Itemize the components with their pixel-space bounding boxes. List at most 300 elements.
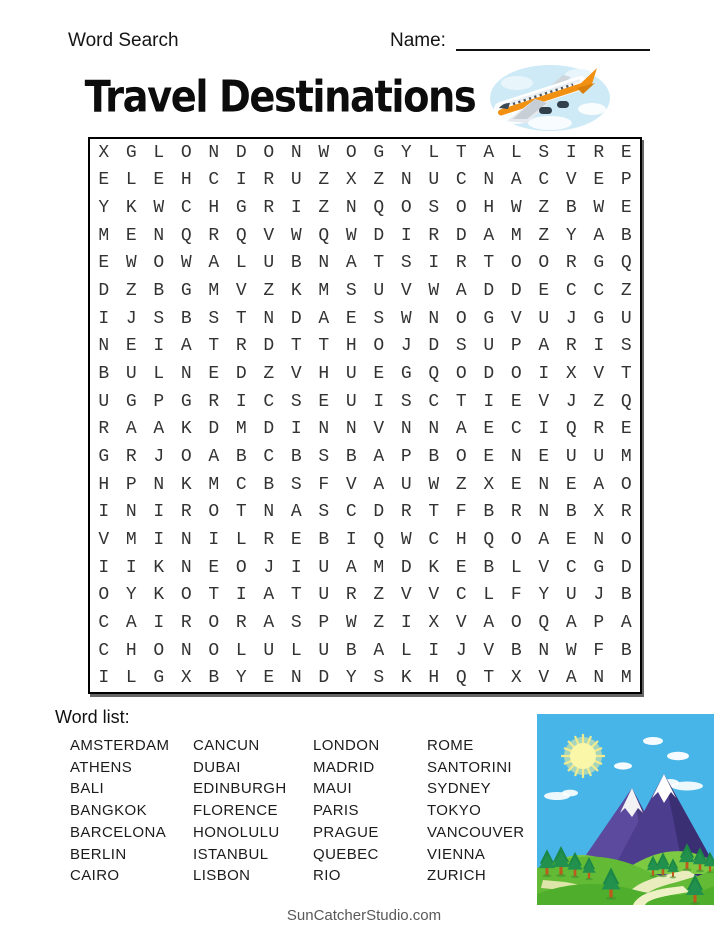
word-list-item: LISBON [193, 867, 251, 885]
mountain-landscape-icon [537, 714, 714, 905]
grid-cell-r18c4: R [180, 612, 192, 633]
grid-cell-r14c10: C [345, 502, 357, 523]
grid-cell-r6c15: D [483, 281, 495, 302]
grid-cell-r9c4: N [180, 364, 192, 385]
grid-cell-r5c16: O [510, 253, 522, 274]
grid-cell-r5c19: G [593, 253, 605, 274]
grid-cell-r7c7: N [263, 308, 275, 329]
grid-cell-r17c11: Z [373, 585, 385, 606]
grid-cell-r2c18: V [565, 170, 577, 191]
grid-cell-r9c5: E [208, 364, 220, 385]
grid-cell-r10c4: G [180, 391, 192, 412]
grid-cell-r1c1: X [98, 142, 110, 163]
grid-cell-r16c13: K [428, 557, 440, 578]
grid-cell-r19c10: B [345, 640, 357, 661]
grid-cell-r12c20: M [620, 446, 632, 467]
grid-cell-r6c4: G [180, 281, 192, 302]
grid-cell-r2c11: Z [373, 170, 385, 191]
grid-cell-r15c4: N [180, 529, 192, 550]
grid-cell-r11c3: A [153, 419, 165, 440]
grid-cell-r6c12: V [400, 281, 412, 302]
grid-cell-r19c6: L [235, 640, 247, 661]
grid-cell-r11c6: M [235, 419, 247, 440]
grid-cell-r13c17: N [538, 474, 550, 495]
word-list-item: PARIS [313, 802, 359, 820]
grid-cell-r8c3: I [153, 336, 165, 357]
grid-cell-r7c11: S [373, 308, 385, 329]
grid-cell-r2c20: P [620, 170, 632, 191]
word-search-grid [88, 137, 642, 694]
grid-cell-r19c7: U [263, 640, 275, 661]
grid-cell-r16c6: O [235, 557, 247, 578]
grid-cell-r17c20: B [620, 585, 632, 606]
grid-cell-r4c14: D [455, 225, 467, 246]
grid-cell-r20c10: Y [345, 668, 357, 689]
grid-cell-r14c5: O [208, 502, 220, 523]
grid-cell-r12c8: B [290, 446, 302, 467]
grid-cell-r15c20: O [620, 529, 632, 550]
grid-cell-r9c20: T [620, 364, 632, 385]
grid-cell-r1c11: G [373, 142, 385, 163]
grid-cell-r15c18: E [565, 529, 577, 550]
word-list-item: HONOLULU [193, 823, 280, 841]
grid-cell-r17c2: Y [125, 585, 137, 606]
grid-cell-r15c16: O [510, 529, 522, 550]
grid-cell-r18c20: A [620, 612, 632, 633]
grid-cell-r1c8: N [290, 142, 302, 163]
grid-cell-r20c3: G [153, 668, 165, 689]
grid-cell-r19c15: V [483, 640, 495, 661]
grid-cell-r1c18: I [565, 142, 577, 163]
grid-cell-r8c10: H [345, 336, 357, 357]
grid-cell-r4c20: B [620, 225, 632, 246]
grid-cell-r2c15: N [483, 170, 495, 191]
grid-cell-r8c4: A [180, 336, 192, 357]
grid-cell-r11c9: N [318, 419, 330, 440]
grid-cell-r3c4: C [180, 198, 192, 219]
grid-cell-r2c16: A [510, 170, 522, 191]
grid-cell-r18c1: C [98, 612, 110, 633]
grid-cell-r12c15: E [483, 446, 495, 467]
grid-cell-r2c1: E [98, 170, 110, 191]
grid-cell-r9c18: X [565, 364, 577, 385]
grid-cell-r9c11: E [373, 364, 385, 385]
grid-cell-r20c20: M [620, 668, 632, 689]
grid-cell-r14c1: I [98, 502, 110, 523]
grid-cell-r8c17: A [538, 336, 550, 357]
grid-cell-r11c14: A [455, 419, 467, 440]
grid-cell-r13c20: O [620, 474, 632, 495]
grid-cell-r12c4: O [180, 446, 192, 467]
grid-cell-r8c8: T [290, 336, 302, 357]
grid-cell-r17c18: U [565, 585, 577, 606]
word-list-item: EDINBURGH [193, 780, 287, 798]
grid-cell-r7c16: V [510, 308, 522, 329]
grid-cell-r18c6: R [235, 612, 247, 633]
word-list-item: ISTANBUL [193, 845, 269, 863]
grid-cell-r15c7: R [263, 529, 275, 550]
grid-cell-r18c2: A [125, 612, 137, 633]
grid-cell-r1c7: O [263, 142, 275, 163]
grid-cell-r13c2: P [125, 474, 137, 495]
word-list-item: ZURICH [427, 867, 487, 885]
grid-cell-r12c18: U [565, 446, 577, 467]
grid-cell-r4c16: M [510, 225, 522, 246]
grid-cell-r7c2: J [125, 308, 137, 329]
grid-cell-r20c9: D [318, 668, 330, 689]
grid-cell-r2c2: L [125, 170, 137, 191]
grid-cell-r1c16: L [510, 142, 522, 163]
grid-cell-r3c12: O [400, 198, 412, 219]
grid-cell-r2c4: H [180, 170, 192, 191]
grid-cell-r2c19: E [593, 170, 605, 191]
grid-cell-r10c12: S [400, 391, 412, 412]
grid-cell-r20c2: L [125, 668, 137, 689]
grid-cell-r5c3: O [153, 253, 165, 274]
grid-cell-r4c18: Y [565, 225, 577, 246]
grid-cell-r19c11: A [373, 640, 385, 661]
grid-cell-r9c13: Q [428, 364, 440, 385]
grid-cell-r19c18: W [565, 640, 577, 661]
grid-cell-r7c9: A [318, 308, 330, 329]
grid-cell-r8c16: P [510, 336, 522, 357]
grid-cell-r8c9: T [318, 336, 330, 357]
grid-cell-r6c8: K [290, 281, 302, 302]
grid-cell-r14c12: R [400, 502, 412, 523]
grid-cell-r4c17: Z [538, 225, 550, 246]
grid-cell-r8c2: E [125, 336, 137, 357]
grid-cell-r16c3: K [153, 557, 165, 578]
grid-cell-r4c15: A [483, 225, 495, 246]
grid-cell-r3c16: W [510, 198, 522, 219]
grid-cell-r5c7: U [263, 253, 275, 274]
grid-cell-r6c16: D [510, 281, 522, 302]
grid-cell-r7c18: J [565, 308, 577, 329]
grid-cell-r6c13: W [428, 281, 440, 302]
grid-cell-r18c17: Q [538, 612, 550, 633]
grid-cell-r1c6: D [235, 142, 247, 163]
name-write-line [456, 49, 650, 51]
grid-cell-r15c9: B [318, 529, 330, 550]
grid-cell-r10c13: C [428, 391, 440, 412]
grid-cell-r15c10: I [345, 529, 357, 550]
grid-cell-r15c17: A [538, 529, 550, 550]
grid-cell-r14c11: D [373, 502, 385, 523]
grid-cell-r2c9: Z [318, 170, 330, 191]
grid-cell-r10c15: I [483, 391, 495, 412]
grid-cell-r9c1: B [98, 364, 110, 385]
grid-cell-r11c20: E [620, 419, 632, 440]
grid-cell-r9c14: O [455, 364, 467, 385]
grid-cell-r15c8: E [290, 529, 302, 550]
grid-cell-r7c19: G [593, 308, 605, 329]
grid-cell-r17c13: V [428, 585, 440, 606]
grid-cell-r20c14: Q [455, 668, 467, 689]
grid-cell-r9c15: D [483, 364, 495, 385]
grid-cell-r10c19: Z [593, 391, 605, 412]
grid-cell-r9c8: V [290, 364, 302, 385]
grid-cell-r2c17: C [538, 170, 550, 191]
grid-cell-r10c9: E [318, 391, 330, 412]
grid-cell-r12c19: U [593, 446, 605, 467]
grid-cell-r11c8: I [290, 419, 302, 440]
grid-cell-r11c18: Q [565, 419, 577, 440]
grid-cell-r10c10: U [345, 391, 357, 412]
grid-cell-r13c19: A [593, 474, 605, 495]
grid-cell-r14c9: S [318, 502, 330, 523]
grid-cell-r7c1: I [98, 308, 110, 329]
grid-cell-r7c5: S [208, 308, 220, 329]
grid-cell-r20c15: T [483, 668, 495, 689]
grid-cell-r4c5: R [208, 225, 220, 246]
grid-cell-r6c5: M [208, 281, 220, 302]
grid-cell-r8c7: D [263, 336, 275, 357]
grid-cell-r15c13: C [428, 529, 440, 550]
grid-cell-r11c4: K [180, 419, 192, 440]
airplane-icon [487, 61, 613, 134]
grid-cell-r17c1: O [98, 585, 110, 606]
grid-cell-r7c15: G [483, 308, 495, 329]
grid-cell-r19c3: O [153, 640, 165, 661]
word-list-item: RIO [313, 867, 341, 885]
grid-cell-r8c1: N [98, 336, 110, 357]
grid-cell-r11c12: N [400, 419, 412, 440]
grid-cell-r14c19: X [593, 502, 605, 523]
word-list-item: VIENNA [427, 845, 486, 863]
grid-cell-r17c6: I [235, 585, 247, 606]
grid-cell-r15c6: L [235, 529, 247, 550]
grid-cell-r14c8: A [290, 502, 302, 523]
grid-cell-r16c7: J [263, 557, 275, 578]
grid-cell-r13c4: K [180, 474, 192, 495]
grid-cell-r20c19: N [593, 668, 605, 689]
grid-cell-r1c15: A [483, 142, 495, 163]
page-type-label: Word Search [68, 30, 179, 51]
grid-cell-r5c5: A [208, 253, 220, 274]
grid-cell-r9c9: H [318, 364, 330, 385]
grid-cell-r10c3: P [153, 391, 165, 412]
grid-cell-r18c13: X [428, 612, 440, 633]
grid-cell-r20c16: X [510, 668, 522, 689]
grid-cell-r2c14: C [455, 170, 467, 191]
grid-cell-r5c4: W [180, 253, 192, 274]
grid-cell-r18c11: Z [373, 612, 385, 633]
grid-cell-r16c2: I [125, 557, 137, 578]
grid-cell-r7c8: D [290, 308, 302, 329]
grid-cell-r17c10: R [345, 585, 357, 606]
grid-cell-r6c10: S [345, 281, 357, 302]
grid-cell-r9c16: O [510, 364, 522, 385]
word-list-item: ATHENS [70, 758, 133, 776]
grid-cell-r18c14: V [455, 612, 467, 633]
grid-cell-r12c3: J [153, 446, 165, 467]
grid-cell-r12c14: O [455, 446, 467, 467]
grid-cell-r6c11: U [373, 281, 385, 302]
grid-cell-r5c11: T [373, 253, 385, 274]
word-list-item: SANTORINI [427, 758, 513, 776]
grid-cell-r14c17: N [538, 502, 550, 523]
grid-cell-r11c1: R [98, 419, 110, 440]
grid-cell-r12c2: R [125, 446, 137, 467]
word-list-item: BALI [70, 780, 105, 798]
grid-cell-r9c2: U [125, 364, 137, 385]
grid-cell-r15c19: N [593, 529, 605, 550]
grid-cell-r15c14: H [455, 529, 467, 550]
grid-cell-r16c1: I [98, 557, 110, 578]
grid-cell-r11c17: I [538, 419, 550, 440]
grid-cell-r17c14: C [455, 585, 467, 606]
word-list-item: QUEBEC [313, 845, 379, 863]
grid-cell-r12c7: C [263, 446, 275, 467]
word-list-item: CANCUN [193, 737, 260, 754]
airplane-illustration [487, 61, 613, 134]
grid-cell-r12c5: A [208, 446, 220, 467]
grid-cell-r3c2: K [125, 198, 137, 219]
word-list-item: MAUI [313, 780, 353, 798]
grid-cell-r10c5: R [208, 391, 220, 412]
grid-cell-r14c3: I [153, 502, 165, 523]
grid-cell-r5c9: N [318, 253, 330, 274]
grid-cell-r7c4: B [180, 308, 192, 329]
grid-cell-r10c8: S [290, 391, 302, 412]
grid-cell-r20c12: K [400, 668, 412, 689]
grid-cell-r10c6: I [235, 391, 247, 412]
grid-cell-r14c13: T [428, 502, 440, 523]
grid-cell-r6c14: A [455, 281, 467, 302]
grid-cell-r7c6: T [235, 308, 247, 329]
grid-cell-r17c5: T [208, 585, 220, 606]
grid-cell-r1c3: L [153, 142, 165, 163]
grid-cell-r11c19: R [593, 419, 605, 440]
grid-cell-r11c2: A [125, 419, 137, 440]
grid-cell-r1c5: N [208, 142, 220, 163]
grid-cell-r18c12: I [400, 612, 412, 633]
grid-cell-r9c6: D [235, 364, 247, 385]
grid-cell-r16c4: N [180, 557, 192, 578]
grid-cell-r12c11: A [373, 446, 385, 467]
grid-cell-r6c3: B [153, 281, 165, 302]
grid-cell-r18c3: I [153, 612, 165, 633]
grid-cell-r6c19: C [593, 281, 605, 302]
grid-cell-r19c12: L [400, 640, 412, 661]
grid-cell-r19c16: B [510, 640, 522, 661]
grid-cell-r17c3: K [153, 585, 165, 606]
grid-cell-r3c3: W [153, 198, 165, 219]
grid-cell-r5c18: R [565, 253, 577, 274]
grid-cell-r7c14: O [455, 308, 467, 329]
grid-cell-r20c7: E [263, 668, 275, 689]
grid-cell-r9c12: G [400, 364, 412, 385]
grid-cell-r2c7: R [263, 170, 275, 191]
grid-cell-r20c6: Y [235, 668, 247, 689]
grid-cell-r5c17: O [538, 253, 550, 274]
grid-cell-r1c12: Y [400, 142, 412, 163]
grid-cell-r19c13: I [428, 640, 440, 661]
grid-cell-r12c6: B [235, 446, 247, 467]
grid-cell-r2c12: N [400, 170, 412, 191]
grid-cell-r16c14: E [455, 557, 467, 578]
word-list-item: ROME [427, 737, 474, 754]
grid-cell-r20c4: X [180, 668, 192, 689]
grid-cell-r12c9: S [318, 446, 330, 467]
grid-cell-r1c19: R [593, 142, 605, 163]
grid-cell-r7c10: E [345, 308, 357, 329]
grid-cell-r18c9: P [318, 612, 330, 633]
grid-cell-r13c1: H [98, 474, 110, 495]
grid-cell-r5c15: T [483, 253, 495, 274]
grid-cell-r6c20: Z [620, 281, 632, 302]
grid-cell-r17c17: Y [538, 585, 550, 606]
grid-cell-r5c20: Q [620, 253, 632, 274]
grid-cell-r6c17: E [538, 281, 550, 302]
grid-cell-r5c1: E [98, 253, 110, 274]
grid-cell-r12c10: B [345, 446, 357, 467]
grid-cell-r18c18: A [565, 612, 577, 633]
grid-cell-r4c11: D [373, 225, 385, 246]
grid-cell-r1c17: S [538, 142, 550, 163]
grid-cell-r4c2: E [125, 225, 137, 246]
grid-cell-r6c7: Z [263, 281, 275, 302]
grid-cell-r20c17: V [538, 668, 550, 689]
grid-cell-r16c10: A [345, 557, 357, 578]
grid-cell-r13c18: E [565, 474, 577, 495]
grid-cell-r13c13: W [428, 474, 440, 495]
grid-cell-r19c14: J [455, 640, 467, 661]
grid-cell-r3c14: O [455, 198, 467, 219]
grid-cell-r16c5: E [208, 557, 220, 578]
grid-cell-r8c6: R [235, 336, 247, 357]
grid-cell-r3c8: I [290, 198, 302, 219]
grid-cell-r8c19: I [593, 336, 605, 357]
grid-cell-r13c16: E [510, 474, 522, 495]
grid-cell-r18c10: W [345, 612, 357, 633]
grid-cell-r17c12: V [400, 585, 412, 606]
grid-cell-r11c16: C [510, 419, 522, 440]
grid-cell-r16c15: B [483, 557, 495, 578]
mountain-landscape-illustration [537, 714, 714, 905]
grid-cell-r16c9: U [318, 557, 330, 578]
word-list-item: BARCELONA [70, 823, 167, 841]
grid-cell-r16c20: D [620, 557, 632, 578]
grid-cell-r3c10: N [345, 198, 357, 219]
grid-cell-r17c7: A [263, 585, 275, 606]
grid-cell-r14c20: R [620, 502, 632, 523]
grid-cell-r19c8: L [290, 640, 302, 661]
grid-cell-r18c5: O [208, 612, 220, 633]
word-list-column [193, 735, 313, 887]
grid-cell-r19c2: H [125, 640, 137, 661]
grid-cell-r3c7: R [263, 198, 275, 219]
word-list-column [313, 735, 427, 887]
grid-cell-r8c12: J [400, 336, 412, 357]
grid-cell-r1c13: L [428, 142, 440, 163]
grid-cell-r7c3: S [153, 308, 165, 329]
grid-cell-r12c16: N [510, 446, 522, 467]
grid-cell-r3c17: Z [538, 198, 550, 219]
grid-cell-r17c4: O [180, 585, 192, 606]
grid-cell-r5c14: R [455, 253, 467, 274]
grid-cell-r13c15: X [483, 474, 495, 495]
grid-cell-r13c10: V [345, 474, 357, 495]
grid-cell-r14c16: R [510, 502, 522, 523]
grid-cell-r20c1: I [98, 668, 110, 689]
grid-cell-r10c20: Q [620, 391, 632, 412]
grid-cell-r2c5: C [208, 170, 220, 191]
grid-cell-r8c11: O [373, 336, 385, 357]
grid-cell-r17c19: J [593, 585, 605, 606]
word-list [70, 735, 527, 887]
grid-cell-r6c9: M [318, 281, 330, 302]
